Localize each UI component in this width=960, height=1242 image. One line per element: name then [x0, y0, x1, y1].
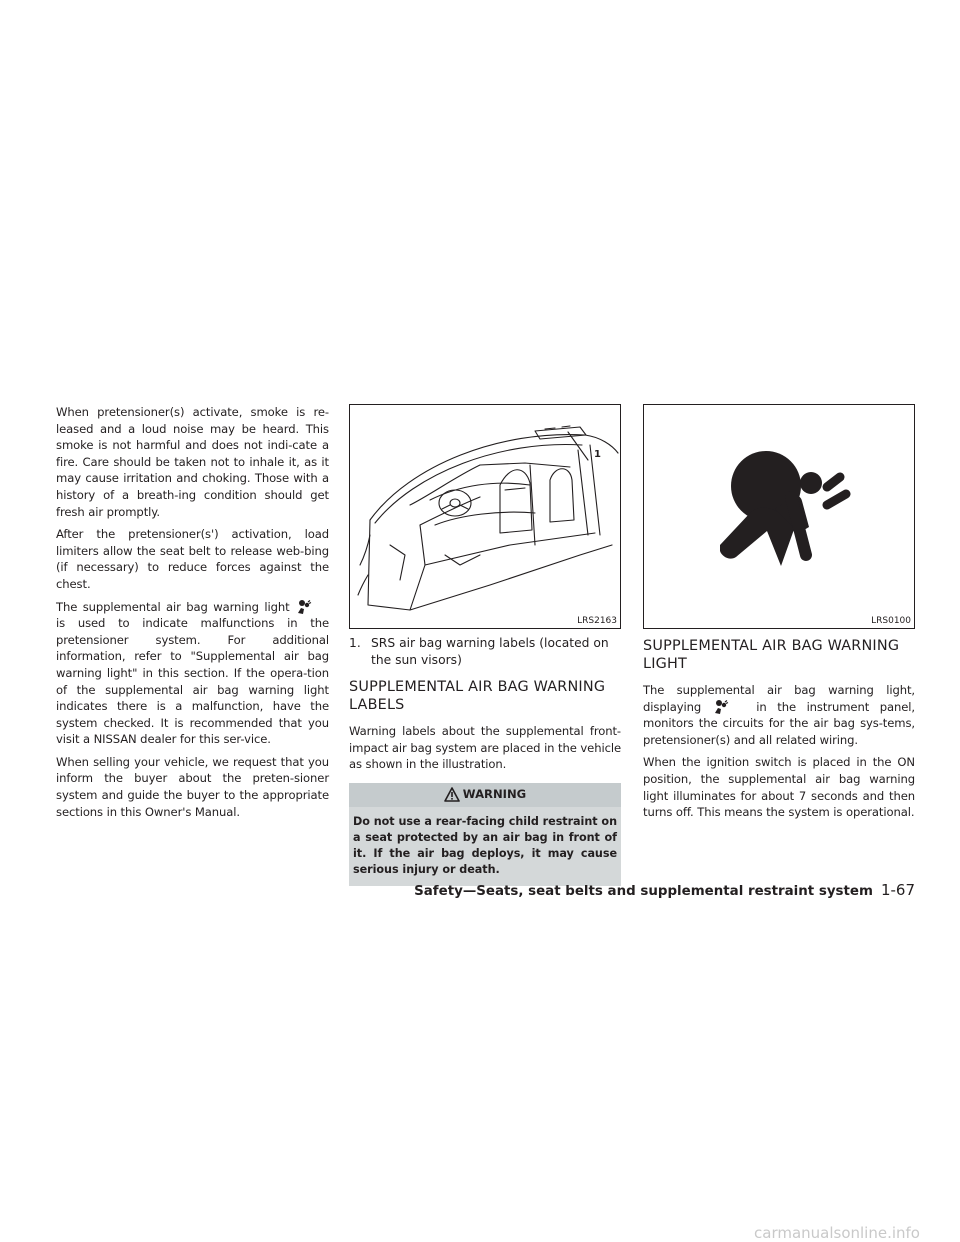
- warning-light-text-before: The supplemental air bag warning light: [56, 599, 290, 614]
- watermark: carmanualsonline.info: [754, 1224, 920, 1242]
- airbag-warning-icon: [295, 599, 329, 613]
- warning-light-paragraph: [56, 599, 329, 748]
- figure-code: LRS0100: [871, 616, 911, 626]
- section-heading-labels: SUPPLEMENTAL AIR BAG WARNING LABELS: [349, 679, 606, 713]
- monitor-text-after: in the instrument panel, monitors the circuits for the air bag sys-tems, pretensioner(s) and all related wiring.: [643, 699, 915, 747]
- figure-code: LRS2163: [577, 616, 617, 626]
- warning-title: WARNING: [462, 787, 527, 802]
- caption-text: SRS air bag warning labels (located on the sun visors): [371, 636, 609, 667]
- warning-triangle-icon: [444, 787, 460, 802]
- vehicle-interior-illustration: [349, 404, 621, 629]
- column-1: [56, 404, 329, 826]
- warning-light-text-after: is used to indicate malfunctions in the pretensioner system. For additional information, refer to "Supplemental air bag warning light" in this section. If the opera-tion of the supplemental air bag warning light indicates there is a malfunction, have the system checked. It is recommended that you visit a NISSAN dealer for this ser-vice.: [56, 616, 329, 747]
- labels-paragraph: Warning labels about the supplemental front-impact air bag system are placed in the vehicle as shown in the illustration.: [349, 724, 621, 772]
- ignition-paragraph: When the ignition switch is placed in the ON position, the supplemental air bag warning light illuminates for about 7 seconds and then turns off. This means the system is operational.: [643, 755, 915, 820]
- column-3: [643, 404, 915, 827]
- page-number: 1-67: [880, 881, 915, 899]
- caption-number: 1.: [349, 636, 361, 650]
- selling-vehicle-paragraph: When selling your vehicle, we request that you inform the buyer about the preten-sioner system and guide the buyer to the appropriate sections in this Owner's Manual.: [56, 754, 329, 819]
- figure-callout-1: 1: [594, 449, 601, 460]
- warning-text: Do not use a rear-facing child restraint on a seat protected by an air bag in front of it. If the air bag deploys, it may cause serious injury or death.: [353, 814, 617, 876]
- monitor-text-before: The supplemental air bag warning light, displaying: [643, 683, 915, 714]
- warning-header: [349, 783, 621, 807]
- pretensioner-smoke-paragraph: When pretensioner(s) activate, smoke is re-leased and a loud noise may be heard. This smoke is not harmful and does not indi-cate a fire. Care should be taken not to inhale it, as it may cause irritation and choking. Those with a history of a breath-ing condition should get fresh air promptly.: [56, 405, 329, 519]
- figure-caption: [349, 635, 621, 669]
- airbag-symbol-drawing: [644, 405, 914, 628]
- warning-light-monitor-paragraph: [643, 682, 915, 748]
- airbag-warning-light-illustration: [643, 404, 915, 629]
- airbag-warning-icon: [712, 699, 746, 713]
- car-interior-drawing: [350, 405, 620, 628]
- warning-box: [349, 783, 621, 886]
- load-limiter-paragraph: After the pretensioner(s') activation, load limiters allow the seat belt to release web-bing (if necessary) to reduce forces against the chest.: [56, 527, 329, 591]
- footer-section-title: Safety—Seats, seat belts and supplemental restraint system: [414, 884, 873, 899]
- page-footer: [414, 881, 915, 899]
- column-2: [349, 404, 621, 886]
- section-heading-warning-light: SUPPLEMENTAL AIR BAG WARNING LIGHT: [643, 638, 900, 672]
